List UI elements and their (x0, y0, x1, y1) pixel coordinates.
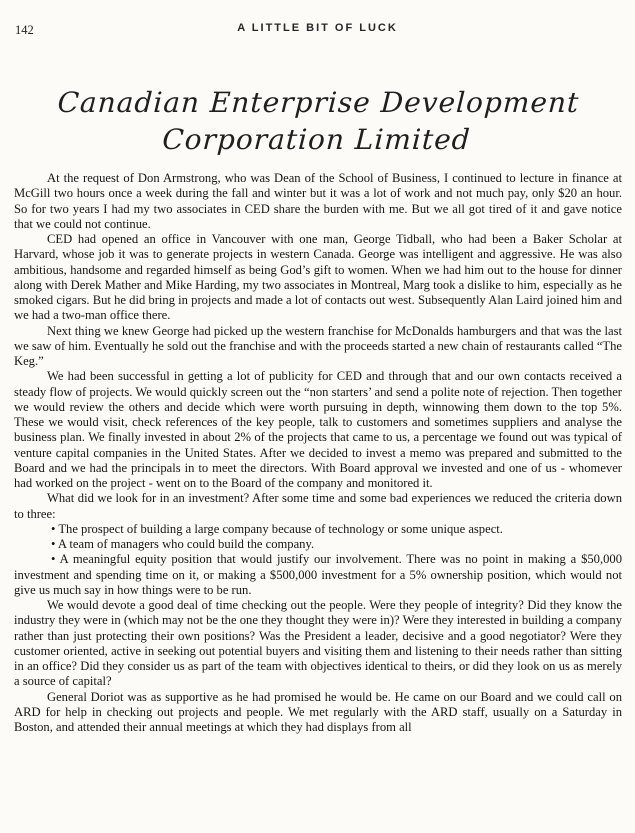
paragraph-project-screening: We had been successful in getting a lot of publicity for CED and through that and our own contacts received a steady flow of projects. We would quickly screen out the “non starters’ and send a polite note of rejection. Then together we would review the others and decide which were worth pursuing in depth, winnowing them down to the top 5%. These we would visit, check references of the key people, talk to customers and sometimes suppliers and analyse the business plan. We finally invested in about 2% of the projects that came to us, a percentage we found out was typical of venture capital companies in the United States. After we decided to invest a memo was prepared and submitted to the Board and we had the principals in to meet the directors. With Board approval we invested and one of us - whomever had worked on the project - went on to the Board of the company and monitored it. (14, 369, 622, 490)
chapter-title (0, 84, 635, 158)
chapter-title-line1: Canadian Enterprise Development (56, 86, 581, 119)
paragraph-vancouver-office: CED had opened an office in Vancouver with one man, George Tidball, who had been a Baker Scholar at Harvard, whose job it was to generate projects in western Canada. George was intelligent and aggressive. He was also ambitious, handsome and regarded himself as being God’s gift to women. When we had him out to the house for dinner along with Derek Mather and Mike Harding, my two associates in Montreal, Marg took a dislike to him, especially as he smoked cigars. But he did bring in projects and made a lot of contacts out west. Subsequently Alan Laird joined him and we had a two-man office there. (14, 232, 622, 323)
running-header (0, 22, 635, 40)
chapter-title-line2: Corporation Limited (161, 123, 472, 156)
paragraph-checking-people: We would devote a good deal of time checking out the people. Were they people of integrity? Did they know the industry they were in (which may not be the one they thought they were in)? Were they interested in building a company rather than just protecting their own positions? Was the President a leader, decisive and a good negotiator? Were they customer oriented, active in seeking out potential buyers and visiting them and listening to their needs rather than sitting in an office? Did they consider us as part of the team with objectives identical to theirs, or did they look on us as merely a source of capital? (14, 598, 622, 689)
paragraph-lecture-at-mcgill: At the request of Don Armstrong, who was Dean of the School of Business, I continued to lecture in finance at McGill two hours once a week during the fall and winter but it was a lot of work and not much pay, only $20 an hour. So for two years I had my two associates in CED share the burden with me. But we all got tired of it and gave notice that we could not continue. (14, 171, 622, 231)
page-number: 142 (15, 23, 34, 37)
bullet-large-company: • The prospect of building a large company because of technology or some unique aspect. (51, 521, 503, 536)
bullet-team-of-managers: • A team of managers who could build the company. (51, 537, 315, 551)
running-header-title: A LITTLE BIT OF LUCK (237, 22, 398, 34)
body-text (14, 171, 622, 735)
bullet-equity-position: • A meaningful equity position that would justify our involvement. There was no point in making a $50,000 investment and spending time on it, or making a $500,000 investment for a 5% ownership position, which would not give us much say in how things were to be run. (14, 552, 622, 597)
paragraph-general-doriot: General Doriot was as supportive as he had promised he would be. He came on our Board and we could call on ARD for help in checking out projects and people. We met regularly with the ARD staff, usually on a Saturday in Boston, and attended their annual meetings at which they had displays from all (14, 689, 622, 734)
paragraph-mcdonalds-franchise: Next thing we knew George had picked up the western franchise for McDonalds hamburgers and that was the last we saw of him. Eventually he sold out the franchise and with the proceeds started a new chain of restaurants called “The Keg.” (14, 323, 622, 368)
paragraph-investment-criteria-intro: What did we look for in an investment? After some time and some bad experiences we reduced the criteria down to three: (14, 491, 622, 521)
